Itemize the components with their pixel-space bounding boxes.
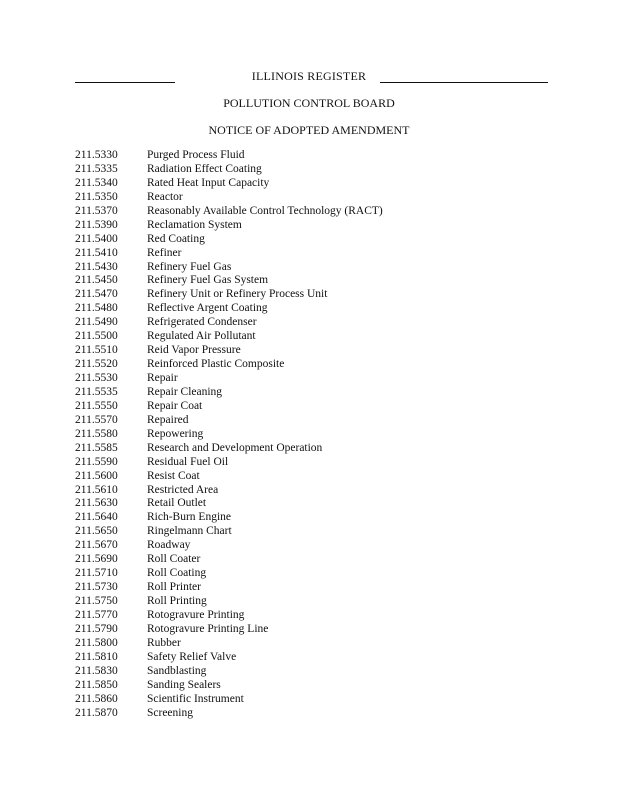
section-number: 211.5710 xyxy=(75,567,118,580)
section-term: Rich-Burn Engine xyxy=(147,511,231,524)
section-row xyxy=(75,470,545,484)
section-row xyxy=(75,149,545,163)
section-term: Rated Heat Input Capacity xyxy=(147,176,270,189)
section-row xyxy=(75,372,545,386)
section-number: 211.5330 xyxy=(75,149,118,161)
section-row xyxy=(75,497,545,511)
section-row xyxy=(75,511,545,525)
section-number: 211.5370 xyxy=(75,204,118,217)
section-row xyxy=(75,595,545,609)
section-row xyxy=(75,233,545,247)
section-number: 211.5600 xyxy=(75,469,118,482)
section-term: Repair Cleaning xyxy=(147,385,223,398)
section-row xyxy=(75,386,545,400)
section-row xyxy=(75,581,545,595)
register-title: ILLINOIS REGISTER xyxy=(251,69,367,83)
section-term: Roll Coater xyxy=(147,553,201,566)
section-term: Refinery Fuel Gas xyxy=(147,260,232,273)
section-term: Scientific Instrument xyxy=(147,692,244,705)
section-row xyxy=(75,219,545,233)
section-term: Reinforced Plastic Composite xyxy=(147,358,285,371)
section-number: 211.5690 xyxy=(75,553,118,566)
section-term: Reactor xyxy=(147,190,183,203)
section-row xyxy=(75,205,545,219)
section-term: Refinery Unit or Refinery Process Unit xyxy=(147,288,328,301)
section-number: 211.5470 xyxy=(75,288,118,301)
section-number: 211.5350 xyxy=(75,190,118,203)
notice-title: NOTICE OF ADOPTED AMENDMENT xyxy=(208,123,410,137)
section-row xyxy=(75,274,545,288)
section-row xyxy=(75,261,545,275)
section-term: Refinery Fuel Gas System xyxy=(147,274,269,287)
section-term: Roll Coating xyxy=(147,567,207,580)
section-row xyxy=(75,344,545,358)
section-term: Research and Development Operation xyxy=(147,441,323,454)
section-row xyxy=(75,400,545,414)
section-number: 211.5730 xyxy=(75,581,118,594)
section-number: 211.5490 xyxy=(75,316,118,329)
section-row xyxy=(75,525,545,539)
section-row xyxy=(75,191,545,205)
section-number: 211.5610 xyxy=(75,483,118,496)
section-row xyxy=(75,707,545,721)
section-number: 211.5430 xyxy=(75,260,118,273)
section-term: Restricted Area xyxy=(147,483,219,496)
section-list xyxy=(75,149,545,720)
section-number: 211.5650 xyxy=(75,525,118,538)
section-row xyxy=(75,330,545,344)
section-number: 211.5535 xyxy=(75,385,118,398)
section-term: Reflective Argent Coating xyxy=(147,302,268,315)
section-term: Repowering xyxy=(147,427,204,440)
section-row xyxy=(75,247,545,261)
section-term: Reasonably Available Control Technology (RACT) xyxy=(147,204,383,217)
section-row xyxy=(75,539,545,553)
section-number: 211.5570 xyxy=(75,413,118,426)
section-row xyxy=(75,567,545,581)
section-term: Roll Printer xyxy=(147,581,201,594)
section-term: Rubber xyxy=(147,636,181,649)
section-term: Radiation Effect Coating xyxy=(147,162,262,175)
section-number: 211.5860 xyxy=(75,692,118,705)
section-row xyxy=(75,177,545,191)
section-term: Purged Process Fluid xyxy=(147,149,245,161)
section-term: Reclamation System xyxy=(147,218,242,231)
section-term: Retail Outlet xyxy=(147,497,207,510)
section-term: Ringelmann Chart xyxy=(147,525,232,538)
section-number: 211.5450 xyxy=(75,274,118,287)
section-row xyxy=(75,623,545,637)
section-number: 211.5750 xyxy=(75,595,118,607)
section-row xyxy=(75,637,545,651)
section-number: 211.5830 xyxy=(75,664,118,677)
section-number: 211.5530 xyxy=(75,372,118,384)
section-number: 211.5580 xyxy=(75,427,118,440)
section-row xyxy=(75,679,545,693)
section-number: 211.5770 xyxy=(75,608,118,621)
section-term: Reid Vapor Pressure xyxy=(147,344,241,357)
section-row xyxy=(75,484,545,498)
section-number: 211.5390 xyxy=(75,218,118,231)
section-number: 211.5590 xyxy=(75,455,118,468)
section-term: Repair xyxy=(147,372,178,384)
section-number: 211.5810 xyxy=(75,650,118,663)
board-name: POLLUTION CONTROL BOARD xyxy=(223,96,395,110)
section-row xyxy=(75,442,545,456)
section-term: Roadway xyxy=(147,539,191,552)
section-number: 211.5400 xyxy=(75,232,118,245)
section-row xyxy=(75,609,545,623)
section-term: Rotogravure Printing xyxy=(147,608,245,621)
section-number: 211.5800 xyxy=(75,636,118,649)
section-number: 211.5500 xyxy=(75,330,118,343)
section-term: Residual Fuel Oil xyxy=(147,455,229,468)
section-row xyxy=(75,316,545,330)
section-number: 211.5340 xyxy=(75,176,118,189)
section-term: Regulated Air Pollutant xyxy=(147,330,256,343)
section-term: Sanding Sealers xyxy=(147,678,221,691)
section-number: 211.5335 xyxy=(75,162,118,175)
section-term: Red Coating xyxy=(147,232,205,245)
section-number: 211.5640 xyxy=(75,511,118,524)
section-number: 211.5520 xyxy=(75,358,118,371)
section-term: Screening xyxy=(147,706,193,719)
section-number: 211.5585 xyxy=(75,441,118,454)
section-term: Repair Coat xyxy=(147,399,203,412)
section-row xyxy=(75,693,545,707)
section-row xyxy=(75,414,545,428)
section-number: 211.5870 xyxy=(75,706,118,719)
section-number: 211.5850 xyxy=(75,678,118,691)
section-row xyxy=(75,428,545,442)
section-number: 211.5410 xyxy=(75,246,118,259)
section-number: 211.5670 xyxy=(75,539,118,552)
section-number: 211.5510 xyxy=(75,344,118,357)
section-number: 211.5790 xyxy=(75,622,118,635)
section-row xyxy=(75,651,545,665)
section-row xyxy=(75,456,545,470)
section-term: Sandblasting xyxy=(147,664,207,677)
section-row xyxy=(75,288,545,302)
section-term: Rotogravure Printing Line xyxy=(147,622,269,635)
section-number: 211.5630 xyxy=(75,497,118,510)
section-row xyxy=(75,163,545,177)
section-row xyxy=(75,665,545,679)
section-term: Roll Printing xyxy=(147,595,207,607)
section-row xyxy=(75,358,545,372)
section-row xyxy=(75,302,545,316)
section-number: 211.5550 xyxy=(75,399,118,412)
section-term: Safety Relief Valve xyxy=(147,650,237,663)
section-term: Resist Coat xyxy=(147,469,200,482)
section-term: Repaired xyxy=(147,413,189,426)
section-row xyxy=(75,553,545,567)
section-term: Refiner xyxy=(147,246,182,259)
section-number: 211.5480 xyxy=(75,302,118,315)
section-term: Refrigerated Condenser xyxy=(147,316,257,329)
